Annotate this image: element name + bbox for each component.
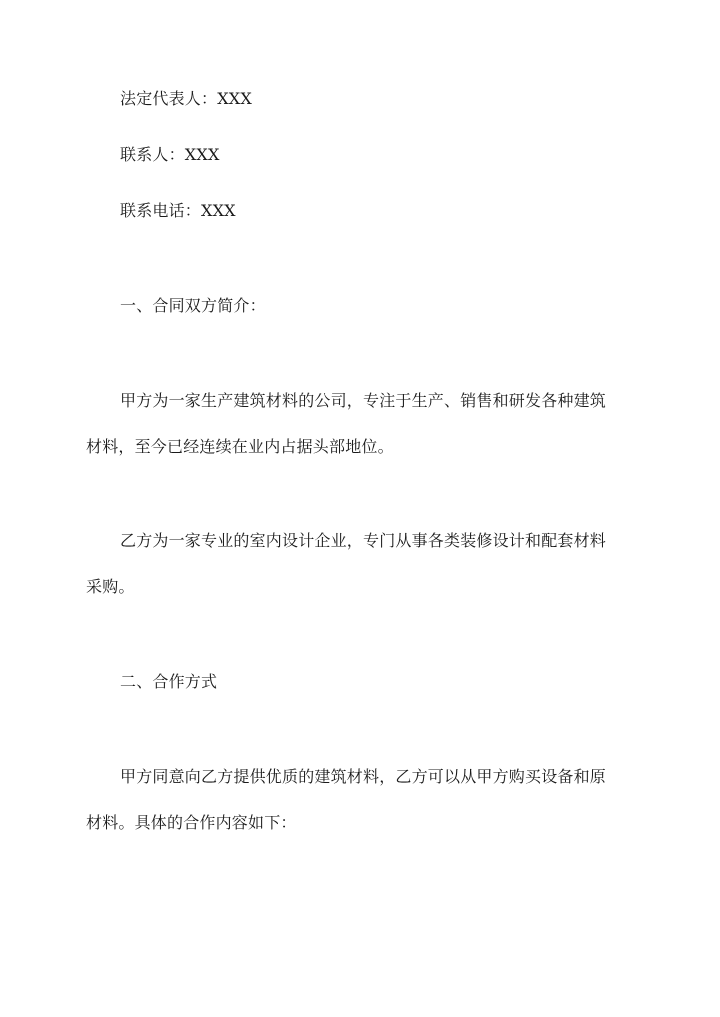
party-b-intro-line1: 乙方为一家专业的室内设计企业，专门从事各类装修设计和配套材料	[120, 531, 607, 550]
cooperation-para-line1: 甲方同意向乙方提供优质的建筑材料，乙方可以从甲方购买设备和原	[120, 767, 607, 786]
party-a-intro-line1: 甲方为一家生产建筑材料的公司，专注于生产、销售和研发各种建筑	[120, 391, 607, 410]
legal-representative-line: 法定代表人：XXX	[120, 89, 252, 108]
section2-heading: 二、合作方式	[120, 672, 218, 691]
cooperation-para-line2: 材料。具体的合作内容如下：	[86, 813, 297, 832]
contact-phone-line: 联系电话：XXX	[120, 201, 236, 220]
contact-person-line: 联系人：XXX	[120, 145, 220, 164]
section1-heading: 一、合同双方简介：	[120, 296, 266, 315]
party-b-intro-line2: 采购。	[86, 577, 135, 596]
party-a-intro-line2: 材料，至今已经连续在业内占据头部地位。	[86, 437, 394, 456]
